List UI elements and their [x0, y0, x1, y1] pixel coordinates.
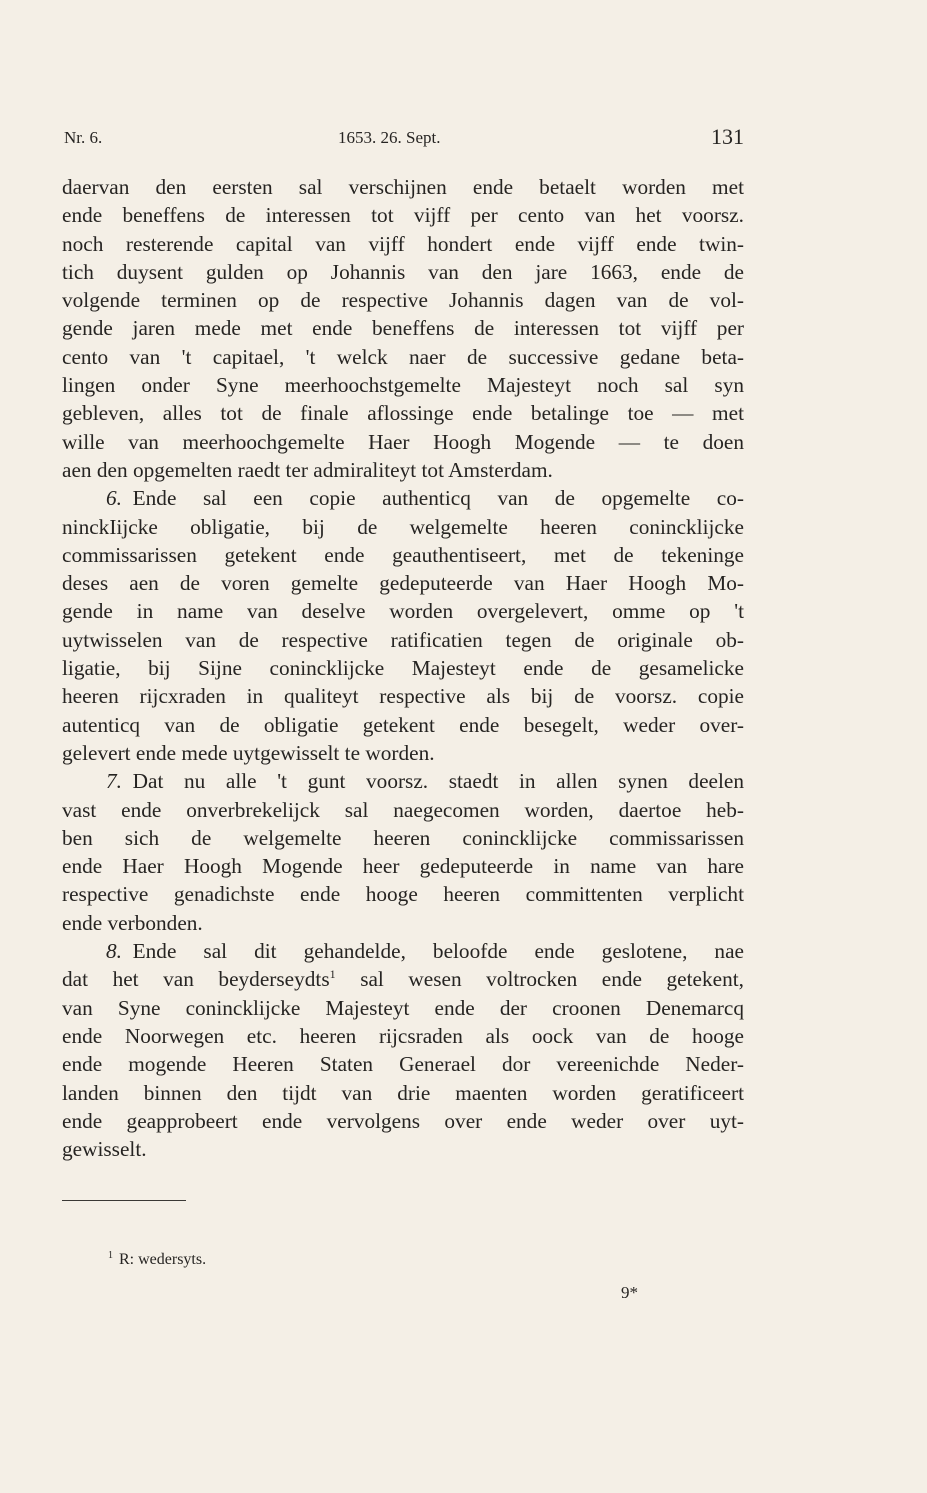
text-line: wille van meerhoochgemelte Haer Hoogh Mogende — te doen: [62, 429, 744, 454]
text-line: gelevert ende mede uytgewisselt te worden.: [62, 740, 435, 765]
text-segment: dat het van beyderseydts: [62, 967, 330, 992]
text-line: ligatie, bij Sijne conincklijcke Majesteyt ende de gesamelicke: [62, 656, 744, 681]
text-line: ende verbonden.: [62, 910, 203, 935]
text-line: ben sich de welgemelte heeren conincklijcke commissarissen: [62, 825, 744, 850]
footnote-mark: 1: [108, 1250, 113, 1261]
section-number-6: 6.: [106, 486, 122, 511]
text-line: van Syne conincklijcke Majesteyt ende der croonen Denemarcq: [62, 995, 744, 1020]
text-line: Ende sal een copie authenticq van de opgemelte co-: [132, 486, 744, 511]
text-line: lingen onder Syne meerhoochstgemelte Majesteyt noch sal syn: [62, 373, 744, 398]
text-line: gebleven, alles tot de finale aflossinge ende betalinge toe — met: [62, 401, 744, 426]
text-line: ende Haer Hoogh Mogende heer gedeputeerde in name van hare: [62, 854, 744, 879]
page-number: 131: [711, 124, 744, 149]
text-line: ende geapprobeert ende vervolgens over ende weder over uyt-: [62, 1108, 744, 1133]
text-line: noch resterende capital van vijff hondert ende vijff ende twin-: [62, 231, 744, 256]
text-line: ende mogende Heeren Staten Generael dor vereenichde Neder-: [62, 1052, 744, 1077]
footnote: [108, 1250, 206, 1269]
footnote-text: R: wedersyts.: [119, 1251, 207, 1268]
text-line: ninckIijcke obligatie, bij de welgemelte heeren conincklijcke: [62, 514, 744, 539]
document-number: Nr. 6.: [64, 128, 103, 147]
section-number-7: 7.: [106, 769, 122, 794]
paragraph-8-first-line: [62, 937, 744, 965]
text-line: ende Noorwegen etc. heeren rijcsraden als oock van de hooge: [62, 1023, 744, 1048]
document-date: 1653. 26. Sept.: [338, 128, 441, 147]
text-line: ende beneffens de interessen tot vijff per cento van het voorsz.: [62, 203, 744, 228]
text-line: Ende sal dit gehandelde, beloofde ende geslotene, nae: [132, 939, 744, 964]
printer-signature: 9*: [621, 1283, 638, 1302]
text-line: gewisselt.: [62, 1137, 147, 1162]
text-line: daervan den eersten sal verschijnen ende betaelt worden met: [62, 175, 744, 199]
text-line: deses aen de voren gemelte gedeputeerde van Haer Hoogh Mo-: [62, 571, 744, 596]
text-line: tich duysent gulden op Johannis van den jare 1663, ende de: [62, 259, 744, 284]
text-line: volgende terminen op de respective Johannis dagen van de vol-: [62, 288, 744, 313]
text-line: gende jaren mede met ende beneffens de interessen tot vijff per: [62, 316, 744, 341]
text-line: autenticq van de obligatie getekent ende besegelt, weder over-: [62, 712, 744, 737]
text-line: uytwisselen van de respective ratificatien tegen de originale ob-: [62, 627, 744, 652]
paragraph-7-first-line: [62, 767, 744, 795]
text-line: landen binnen den tijdt van drie maenten worden geratificeert: [62, 1080, 744, 1105]
text-segment: sal wesen voltrocken ende getekent,: [360, 967, 744, 992]
text-line-with-footnote: [62, 965, 744, 993]
text-line: commissarissen getekent ende geauthentiseert, met de tekeninge: [62, 542, 744, 567]
footnote-reference: 1: [329, 967, 336, 982]
text-line: respective genadichste ende hooge heeren committenten verplicht: [62, 882, 744, 907]
main-text: [62, 173, 744, 1163]
text-line: gende in name van deselve worden overgelevert, omme op 't: [62, 599, 744, 624]
text-line: cento van 't capitael, 't welck naer de successive gedane beta-: [62, 344, 744, 369]
text-line: heeren rijcxraden in qualiteyt respective als bij de voorsz. copie: [62, 684, 744, 709]
text-line: vast ende onverbrekelijck sal naegecomen worden, daertoe heb-: [62, 797, 744, 822]
paragraph-6-first-line: [62, 484, 744, 512]
text-line: Dat nu alle 't gunt voorsz. staedt in allen synen deelen: [132, 769, 744, 794]
section-number-8: 8.: [106, 939, 122, 964]
footnote-divider: [62, 1200, 186, 1201]
text-line: aen den opgemelten raedt ter admiraliteyt tot Amsterdam.: [62, 457, 553, 482]
running-header: [64, 126, 744, 152]
